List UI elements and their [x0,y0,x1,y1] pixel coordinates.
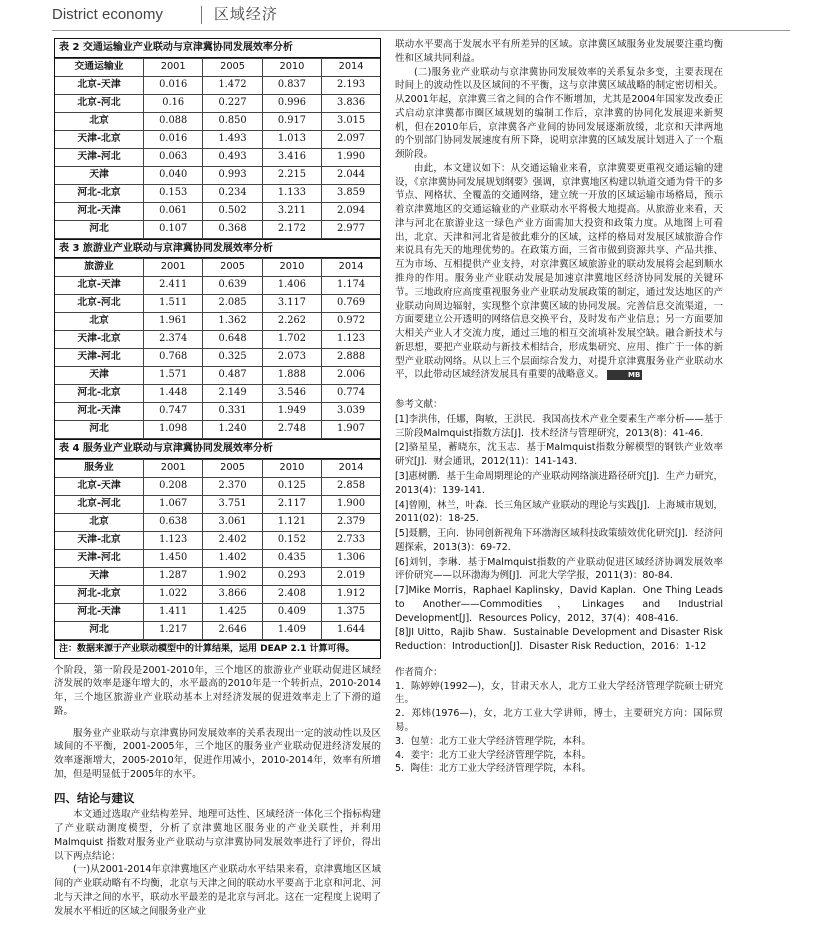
row-label: 北京-天津 [55,277,144,295]
table-cell: 2.117 [262,495,321,513]
table-cell: 0.487 [203,367,262,385]
reference-item: [4]曾刚，林兰，叶森．长三角区域产业联动的理论与实践[J]．上海城市规划，2011(02)：18-25． [395,499,723,525]
table-cell: 0.972 [322,313,380,331]
table-cell: 0.153 [144,184,203,202]
table-row [55,313,380,331]
row-label: 天津-北京 [55,331,144,349]
left-column [54,38,381,918]
table-cell: 2.215 [262,166,321,184]
table-cell: 1.406 [262,277,321,295]
paragraph: (二)服务业产业联动与京津冀协同发展效率的关系复杂多变，主要表现在时间上的波动性以及区域间的不平衡，这与京津冀区域战略的制定密切相关。从2001年起，京津冀三省之间的合作不断增加，尤其是2004年国家发改委正式启动京津冀都市圈区域规划的编制工作后，京津冀的协同化发展迎来新契机，但在2010年后，京津冀各产业间的协同发展逐渐放缓，北京和天津两地的个别部门协同发展速度有所下降，说明京津冀的区域发展计划进入了一个瓶颈阶段。 [395,66,723,161]
table-row [55,567,380,585]
table-cell: 2.262 [262,313,321,331]
table-cell: 3.751 [203,495,262,513]
table-cell: 2.370 [203,477,262,495]
table-grid [55,58,380,239]
table-row [55,184,380,202]
table-cell: 2.149 [203,385,262,403]
table-cell: 0.325 [203,349,262,367]
paragraph [395,162,723,382]
table-header-row [55,58,380,76]
table-row [55,621,380,639]
table-cell: 2.888 [322,349,380,367]
table-cell: 1.425 [203,603,262,621]
column-header: 服务业 [55,459,144,477]
row-label: 北京 [55,313,144,331]
column-header: 2010 [262,58,321,76]
column-header: 2005 [203,259,262,277]
row-label: 天津-北京 [55,130,144,148]
table-cell: 3.039 [322,403,380,421]
table-cell: 1.900 [322,495,380,513]
table-cell: 3.211 [262,202,321,220]
reference-item: [7]Mike Morris，Raphael Kaplinsky，David Kaplan．One Thing Leads to Another——Commodities，Linkages and Industrial Development[J]．Resources Policy，2012，37(4)：408-416． [395,585,723,624]
table-cell: 1.912 [322,585,380,603]
table-cell: 1.022 [144,585,203,603]
table-row [55,513,380,531]
table-cell: 1.067 [144,495,203,513]
table-cell: 2.858 [322,477,380,495]
row-label: 天津-河北 [55,349,144,367]
table-row [55,94,380,112]
row-label: 北京-天津 [55,76,144,94]
column-header: 2005 [203,58,262,76]
table-cell: 0.493 [203,148,262,166]
data-table [54,439,381,659]
table-cell: 1.240 [203,421,262,439]
row-label: 天津-北京 [55,531,144,549]
paragraph: 联动水平要高于发展水平有所差异的区域。京津冀区域服务业发展要注重均衡性和区域共同利益。 [395,39,723,64]
table-cell: 1.123 [144,531,203,549]
table-cell: 2.193 [322,76,380,94]
table-header-row [55,259,380,277]
column-header: 2010 [262,459,321,477]
table-cell: 2.073 [262,349,321,367]
table-cell: 3.015 [322,112,380,130]
row-label: 河北-天津 [55,603,144,621]
table-cell: 1.362 [203,313,262,331]
table-cell: 1.448 [144,385,203,403]
column-header: 旅游业 [55,259,144,277]
references-list [395,413,723,654]
table-cell: 0.227 [203,94,262,112]
column-header: 2014 [322,259,380,277]
table-cell: 0.331 [203,403,262,421]
table-cell: 1.098 [144,421,203,439]
author-item: 4．姜宇：北方工业大学经济管理学院，本科。 [395,749,592,761]
table-cell: 2.977 [322,220,380,238]
row-label: 河北 [55,220,144,238]
row-label: 北京-河北 [55,495,144,513]
row-label: 北京-天津 [55,477,144,495]
section-heading: 四、结论与建议 [54,790,135,805]
table-row [55,166,380,184]
table-row [55,385,380,403]
table-cell: 2.044 [322,166,380,184]
reference-item: [2]骆星星，蓄晓东，沈玉志．基于Malmquist指数分解模型的钢铁产业效率研究[J]．财会通讯，2012(11)：141-143． [395,442,723,468]
table-cell: 0.088 [144,112,203,130]
row-label: 河北-北京 [55,184,144,202]
table-cell: 0.16 [144,94,203,112]
table-cell: 0.040 [144,166,203,184]
table-cell: 0.016 [144,76,203,94]
table-cell: 2.172 [262,220,321,238]
row-label: 天津-河北 [55,549,144,567]
table-cell: 0.293 [262,567,321,585]
row-label: 北京 [55,112,144,130]
paragraph: (一)从2001-2014年京津冀地区产业联动水平结果来看，京津冀地区区域间的产业联动略有不均衡，北京与天津之间的联动水平要高于北京和河北、河北与天津之间的水平，联动水平最差的是北京与河北。这在一定程度上说明了发展水平相近的区域之间服务业产业 [54,864,381,917]
author-item: 5．陶佳：北方工业大学经济管理学院，本科。 [395,763,592,775]
table-cell: 1.121 [262,513,321,531]
table-cell: 1.493 [203,130,262,148]
table-cell: 1.013 [262,130,321,148]
table-cell: 1.123 [322,331,380,349]
table-cell: 1.402 [203,549,262,567]
column-header: 2001 [144,459,203,477]
table-cell: 2.379 [322,513,380,531]
table-cell: 1.907 [322,421,380,439]
data-table [54,38,381,239]
table-grid [55,258,380,439]
table-cell: 2.085 [203,295,262,313]
table-cell: 1.571 [144,367,203,385]
table-cell: 0.368 [203,220,262,238]
table-row [55,112,380,130]
table-cell: 3.859 [322,184,380,202]
table-row [55,585,380,603]
table-cell: 1.174 [322,277,380,295]
table-cell: 2.006 [322,367,380,385]
table-caption: 表 3 旅游业产业联动与京津冀协同发展效率分析 [55,240,380,259]
data-table [54,239,381,440]
authors-title: 作者简介： [395,666,443,678]
row-label: 河北-天津 [55,202,144,220]
table-cell: 0.774 [322,385,380,403]
tables-block [54,38,381,659]
table-cell: 0.234 [203,184,262,202]
table-caption: 表 2 交通运输业产业联动与京津冀协同发展效率分析 [55,39,380,58]
table-cell: 0.769 [322,295,380,313]
table-cell: 1.287 [144,567,203,585]
table-cell: 0.409 [262,603,321,621]
paragraph-text: 由此，本文建议如下：从交通运输业来看，京津冀要更重视交通运输的建设，《京津冀协同发展规划纲要》强调，京津冀地区构建以轨道交通为骨干的多节点、网格状、全覆盖的交通网络，建立统一开放的区域运输市场格局，预示着京津冀地区的交通运输业的产业联动水平将极大地提高。从旅游业来看，天津与河北在旅游业这一绿色产业方面需加大投资和政策力度。从地图上可看出，北京、天津和河北省是彼此难分的区域，这样的格局对发展区域旅游合作来说具有先天的地理优势的。在政策方面，三省市做到资源共享、产品共推、互为市场、互相提供产业支持，对京津冀区域旅游业的联动发展将会起到顺水推舟的作用。服务业产业联动发展是加速京津冀地区经济协同发展的关键环节。三地政府应高度重视服务业产业联动发展政策的制定，通过发达地区的产业联动向周边辐射，实现整个京津冀区域的协同发展。完善信息交流渠道，一方面要建立公开透明的网络信息交换平台，及时发布产业信息；另一方面要加大相关产业人才交流力度，通过三地的相互交流填补发展空缺。融合新技术与新思想，要把产业联动与新技术相结合，形成集研究、应用、推广于一体的新型产业联动网络。从以上三个层面综合发力，对提升京津冀服务业产业联动水平，以此带动区域经济发展具有重要的战略意义。 [395,162,723,381]
table-cell: 0.502 [203,202,262,220]
table-row [55,130,380,148]
row-label: 北京-河北 [55,94,144,112]
author-info [395,666,723,776]
table-cell: 2.019 [322,567,380,585]
table-cell: 3.416 [262,148,321,166]
references-title: 参考文献： [395,399,443,411]
table-row [55,76,380,94]
table-cell: 0.016 [144,130,203,148]
table-row [55,421,380,439]
table-cell: 2.733 [322,531,380,549]
table-row [55,148,380,166]
table-row [55,603,380,621]
table-cell: 0.747 [144,403,203,421]
table-row [55,403,380,421]
table-row [55,549,380,567]
author-item: 2．郑炜(1976—)，女，北方工业大学讲师，博士，主要研究方向：国际贸易。 [395,708,723,733]
column-header: 2001 [144,58,203,76]
table-cell: 1.217 [144,621,203,639]
table-cell: 0.107 [144,220,203,238]
header-divider [201,6,202,24]
journal-name-cn: 区域经济 [213,5,278,24]
column-header: 2014 [322,58,380,76]
paragraph: 本文通过选取产业结构差异、地理可达性、区域经济一体化三个指标构建了产业联动测度模型，分析了京津冀地区服务业的产业关联性，并利用Malmquist 指数对服务业产业联动与京津冀协同发展效率进行了评价，得出以下两点结论： [54,809,381,862]
table-row [55,531,380,549]
table-cell: 3.866 [203,585,262,603]
journal-name-en: District economy [52,6,163,24]
table-row [55,202,380,220]
table-cell: 1.306 [322,549,380,567]
table-cell: 1.990 [322,148,380,166]
page-header [52,2,278,28]
author-item: 3．包堃：北方工业大学经济管理学院，本科。 [395,735,592,747]
table-cell: 2.748 [262,421,321,439]
table-cell: 0.435 [262,549,321,567]
table-cell: 1.644 [322,621,380,639]
table-cell: 0.125 [262,477,321,495]
table-cell: 0.850 [203,112,262,130]
table-cell: 2.411 [144,277,203,295]
table-row [55,477,380,495]
row-label: 河北-北京 [55,385,144,403]
table-row [55,349,380,367]
column-header: 交通运输业 [55,58,144,76]
table-cell: 1.902 [203,567,262,585]
table-cell: 1.472 [203,76,262,94]
table-cell: 0.648 [203,331,262,349]
table-cell: 0.837 [262,76,321,94]
table-cell: 3.117 [262,295,321,313]
table-grid [55,459,380,640]
reference-item: [3]惠树鹏．基于生命周期理论的产业联动网络演进路径研究[J]．生产力研究，2013(4)：139-141． [395,470,723,496]
table-row [55,277,380,295]
table-cell: 1.450 [144,549,203,567]
table-cell: 2.408 [262,585,321,603]
row-label: 天津 [55,567,144,585]
table-cell: 0.061 [144,202,203,220]
table-caption: 表 4 服务业产业联动与京津冀协同发展效率分析 [55,440,380,459]
paragraph: 服务业产业联动与京津冀协同发展效率的关系表现出一定的波动性以及区域间的不平衡，2001-2005年，三个地区的服务业产业联动促进经济发展的效率逐渐增大，2005-2010年，促进作用减小，2010-2014年，效率有所增加，但是明显低于2005年的水平。 [54,727,381,780]
table-cell: 1.133 [262,184,321,202]
row-label: 天津-河北 [55,148,144,166]
table-cell: 1.511 [144,295,203,313]
table-row [55,367,380,385]
authors-list [395,680,723,776]
row-label: 北京 [55,513,144,531]
row-label: 天津 [55,367,144,385]
end-mark-icon: MB [607,370,642,380]
table-header-row [55,459,380,477]
table-cell: 3.836 [322,94,380,112]
row-label: 天津 [55,166,144,184]
row-label: 河北 [55,621,144,639]
row-label: 河北 [55,421,144,439]
table-cell: 0.768 [144,349,203,367]
table-row [55,331,380,349]
table-cell: 0.993 [203,166,262,184]
reference-item: [6]刘钊，李琳．基于Malmquist指数的产业联动促进区域经济协调发展效率评价研究——以环渤海为例[J]．河北大学学报，2011(3)：80-84． [395,556,723,582]
table-cell: 0.996 [262,94,321,112]
table-cell: 0.208 [144,477,203,495]
reference-item: [5]聂鹏，王向．协同创新视角下环渤海区域科技政策绩效优化研究[J]．经济问题探索，2013(3)：69-72． [395,528,723,553]
author-item: 1．陈婷婷(1992—)，女，甘肃天水人，北方工业大学经济管理学院硕士研究生。 [395,680,723,706]
header-rule [52,30,790,31]
table-cell: 3.061 [203,513,262,531]
paragraph: 个阶段，第一阶段是2001-2010年，三个地区的旅游业产业联动促进区域经济发展的效率是逐年增大的，水平最高的2010年是一个转折点，2010-2014年，三个地区旅游业产业联动基本上对经济发展的促进效率走上了下滑的道路。 [54,664,381,717]
column-header: 2001 [144,259,203,277]
table-cell: 1.411 [144,603,203,621]
references [395,398,723,654]
table-cell: 0.917 [262,112,321,130]
table-cell: 2.097 [322,130,380,148]
table-row [55,295,380,313]
table-cell: 1.409 [262,621,321,639]
table-cell: 0.152 [262,531,321,549]
table-cell: 2.402 [203,531,262,549]
table-cell: 1.375 [322,603,380,621]
table-cell: 3.546 [262,385,321,403]
row-label: 北京-河北 [55,295,144,313]
table-cell: 1.961 [144,313,203,331]
right-column [395,38,723,776]
table-row [55,495,380,513]
table-cell: 0.638 [144,513,203,531]
table-cell: 0.063 [144,148,203,166]
table-cell: 1.949 [262,403,321,421]
reference-item: [8]JI Uitto，Rajib Shaw．Sustainable Development and Disaster Risk Reduction：Introduction[J]．Disaster Risk Reduction，2016：1-12 [395,627,723,653]
column-header: 2010 [262,259,321,277]
table-cell: 2.646 [203,621,262,639]
row-label: 河北-天津 [55,403,144,421]
table-cell: 1.888 [262,367,321,385]
column-header: 2005 [203,459,262,477]
row-label: 河北-北京 [55,585,144,603]
table-cell: 2.094 [322,202,380,220]
table-row [55,220,380,238]
table-cell: 2.374 [144,331,203,349]
column-header: 2014 [322,459,380,477]
table-cell: 0.639 [203,277,262,295]
table-note: 注：数据来源于产业联动模型中的计算结果，运用 DEAP 2.1 计算可得。 [55,640,380,658]
table-cell: 1.702 [262,331,321,349]
reference-item: [1]李洪伟，任娜，陶敏，王洪民．我国高技术产业全要素生产率分析——基于三阶段Malmquist指数方法[J]．技术经济与管理研究，2013(8)：41-46． [395,413,723,439]
